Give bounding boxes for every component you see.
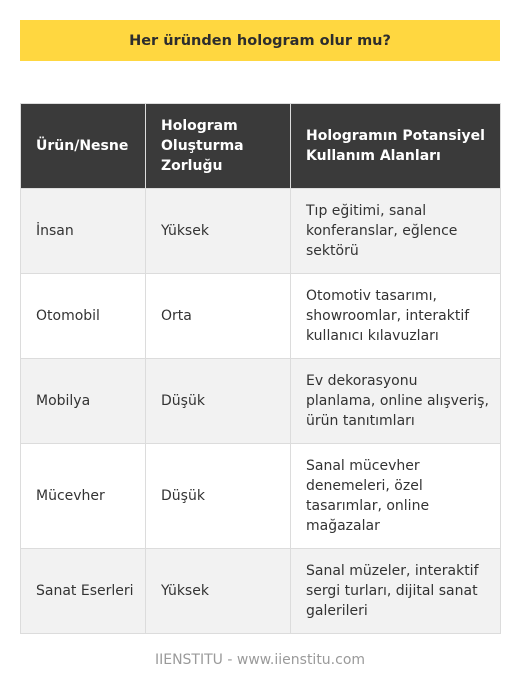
table-header-row bbox=[21, 104, 501, 189]
table-row bbox=[21, 549, 501, 634]
table-row bbox=[21, 274, 501, 359]
cell-product: Mücevher bbox=[21, 444, 146, 549]
cell-difficulty: Yüksek bbox=[146, 189, 291, 274]
cell-product: Sanat Eserleri bbox=[21, 549, 146, 634]
cell-usage-areas: Tıp eğitimi, sanal konferanslar, eğlence sektörü bbox=[291, 189, 501, 274]
cell-difficulty: Düşük bbox=[146, 359, 291, 444]
table-row bbox=[21, 359, 501, 444]
cell-difficulty: Orta bbox=[146, 274, 291, 359]
footer-credit: IIENSTITU - www.iienstitu.com bbox=[154, 652, 366, 668]
cell-usage-areas: Sanal müzeler, interaktif sergi turları, dijital sanat galerileri bbox=[291, 549, 501, 634]
cell-difficulty: Düşük bbox=[146, 444, 291, 549]
table-row bbox=[21, 189, 501, 274]
cell-usage-areas: Ev dekorasyonu planlama, online alışveriş, ürün tanıtımları bbox=[291, 359, 501, 444]
header-usage-areas: Hologramın Potansiyel Kullanım Alanları bbox=[291, 104, 501, 189]
page-title: Her üründen hologram olur mu? bbox=[20, 20, 500, 61]
header-difficulty: Hologram Oluşturma Zorluğu bbox=[146, 104, 291, 189]
cell-product: İnsan bbox=[21, 189, 146, 274]
cell-difficulty: Yüksek bbox=[146, 549, 291, 634]
header-product: Ürün/Nesne bbox=[21, 104, 146, 189]
cell-product: Otomobil bbox=[21, 274, 146, 359]
table-row bbox=[21, 444, 501, 549]
cell-usage-areas: Otomotiv tasarımı, showroomlar, interaktif kullanıcı kılavuzları bbox=[291, 274, 501, 359]
hologram-table bbox=[20, 103, 501, 634]
cell-usage-areas: Sanal mücevher denemeleri, özel tasarımlar, online mağazalar bbox=[291, 444, 501, 549]
cell-product: Mobilya bbox=[21, 359, 146, 444]
